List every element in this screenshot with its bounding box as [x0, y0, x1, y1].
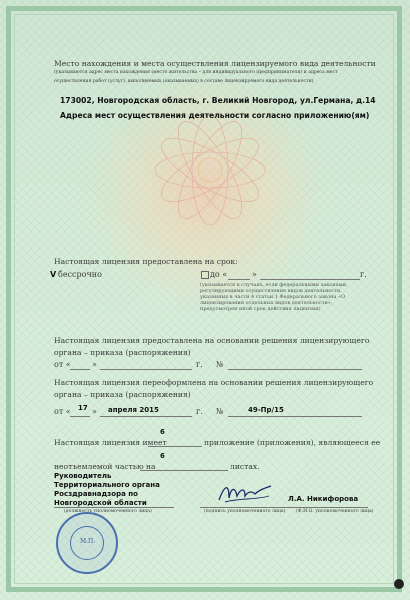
- seal-label: М.П.: [80, 538, 96, 545]
- appendix-count-1-line: [148, 446, 202, 447]
- header-subtitle-1: (указываются адрес места нахождения (место жительства – для индивидуального предпринимателя) и адреса мест: [54, 70, 338, 75]
- name-caption: (Ф.И.О. уполномоченного лица): [296, 509, 374, 514]
- appendix-text-1b: приложение (приложения), являющееся ее: [204, 438, 381, 447]
- basis-text-2: органа – приказа (распоряжения): [54, 348, 191, 357]
- signer-role-1: Руководитель: [54, 472, 112, 480]
- header-subtitle-2: осуществления работ (услуг), выполняемых (оказываемых) в составе лицензируемого вида деятельности): [54, 79, 314, 84]
- reissue-number-line: [228, 416, 362, 417]
- term-date-line: [260, 279, 360, 280]
- appendix-text-2: неотъемлемой частью на: [54, 462, 156, 471]
- term-quote-close: »: [252, 270, 257, 279]
- basis-number-sign: №: [216, 360, 224, 369]
- signer-role-2: Территориального органа: [54, 481, 160, 489]
- reissue-day-line: [70, 416, 90, 417]
- basis-number-line: [228, 369, 362, 370]
- basis-text-1: Настоящая лицензия предоставлена на основании решения лицензирующего: [54, 336, 370, 345]
- basis-date-line: [100, 369, 192, 370]
- reissue-day: 17: [78, 404, 88, 412]
- address-line-1: 173002, Новгородская область, г. Великий Новгород, ул.Германа, д.14: [60, 96, 376, 105]
- basis-from: от «: [54, 360, 71, 369]
- header-title: Место нахождения и места осуществления лицензируемого вида деятельности: [54, 59, 376, 68]
- appendix-count-1: 6: [160, 428, 165, 436]
- term-until: до «: [210, 270, 228, 279]
- signer-role-3: Росздравнадзора по: [54, 490, 138, 498]
- reissue-text-2: органа – приказа (распоряжения): [54, 390, 191, 399]
- position-line: [54, 507, 174, 508]
- handwritten-signature-icon: [215, 478, 275, 508]
- reissue-quote-close: »: [92, 407, 97, 416]
- basis-quote-close: »: [92, 360, 97, 369]
- name-line: [288, 507, 368, 508]
- basis-year-suffix: г.: [196, 360, 203, 369]
- rosette-watermark-icon: [150, 110, 270, 230]
- appendix-count-2-line: [140, 470, 228, 471]
- binding-hole-icon: [394, 579, 404, 589]
- appendix-count-2: 6: [160, 452, 165, 460]
- term-indefinite: бессрочно: [58, 270, 102, 279]
- term-label: Настоящая лицензия предоставлена на срок:: [54, 257, 238, 266]
- term-year-suffix: г.: [360, 270, 367, 279]
- term-day-line: [228, 279, 250, 280]
- reissue-number: 49-Пр/15: [248, 406, 284, 414]
- reissue-year-suffix: г.: [196, 407, 203, 416]
- official-seal-icon: [56, 512, 118, 574]
- term-note: (указывается в случаях, если федеральными законами, регулирующими осуществление видов деятельности, указанных в части 4 статьи 1 Федерального закона «О лицензировании отдельных видов деятельности», предусмотрен иной срок действия лицензии): [200, 282, 348, 312]
- basis-day-line: [70, 369, 90, 370]
- reissue-number-sign: №: [216, 407, 224, 416]
- signature-caption: (подпись уполномоченного лица): [204, 509, 286, 514]
- position-caption: (должность уполномоченного лица): [64, 509, 152, 514]
- check-mark: V: [50, 270, 57, 279]
- appendix-text-2b: листах.: [230, 462, 260, 471]
- signer-name: Л.А. Никифорова: [288, 495, 359, 503]
- address-line-2: Адреса мест осуществления деятельности согласно приложению(ям): [60, 111, 370, 120]
- until-checkbox: [201, 271, 209, 279]
- signer-role-4: Новгородской области: [54, 499, 147, 507]
- reissue-date-line: [100, 416, 192, 417]
- reissue-month: апреля 2015: [108, 406, 159, 414]
- appendix-text-1: Настоящая лицензия имеет: [54, 438, 167, 447]
- reissue-text-1: Настоящая лицензия переоформлена на основании решения лицензирующего: [54, 378, 374, 387]
- reissue-from: от «: [54, 407, 71, 416]
